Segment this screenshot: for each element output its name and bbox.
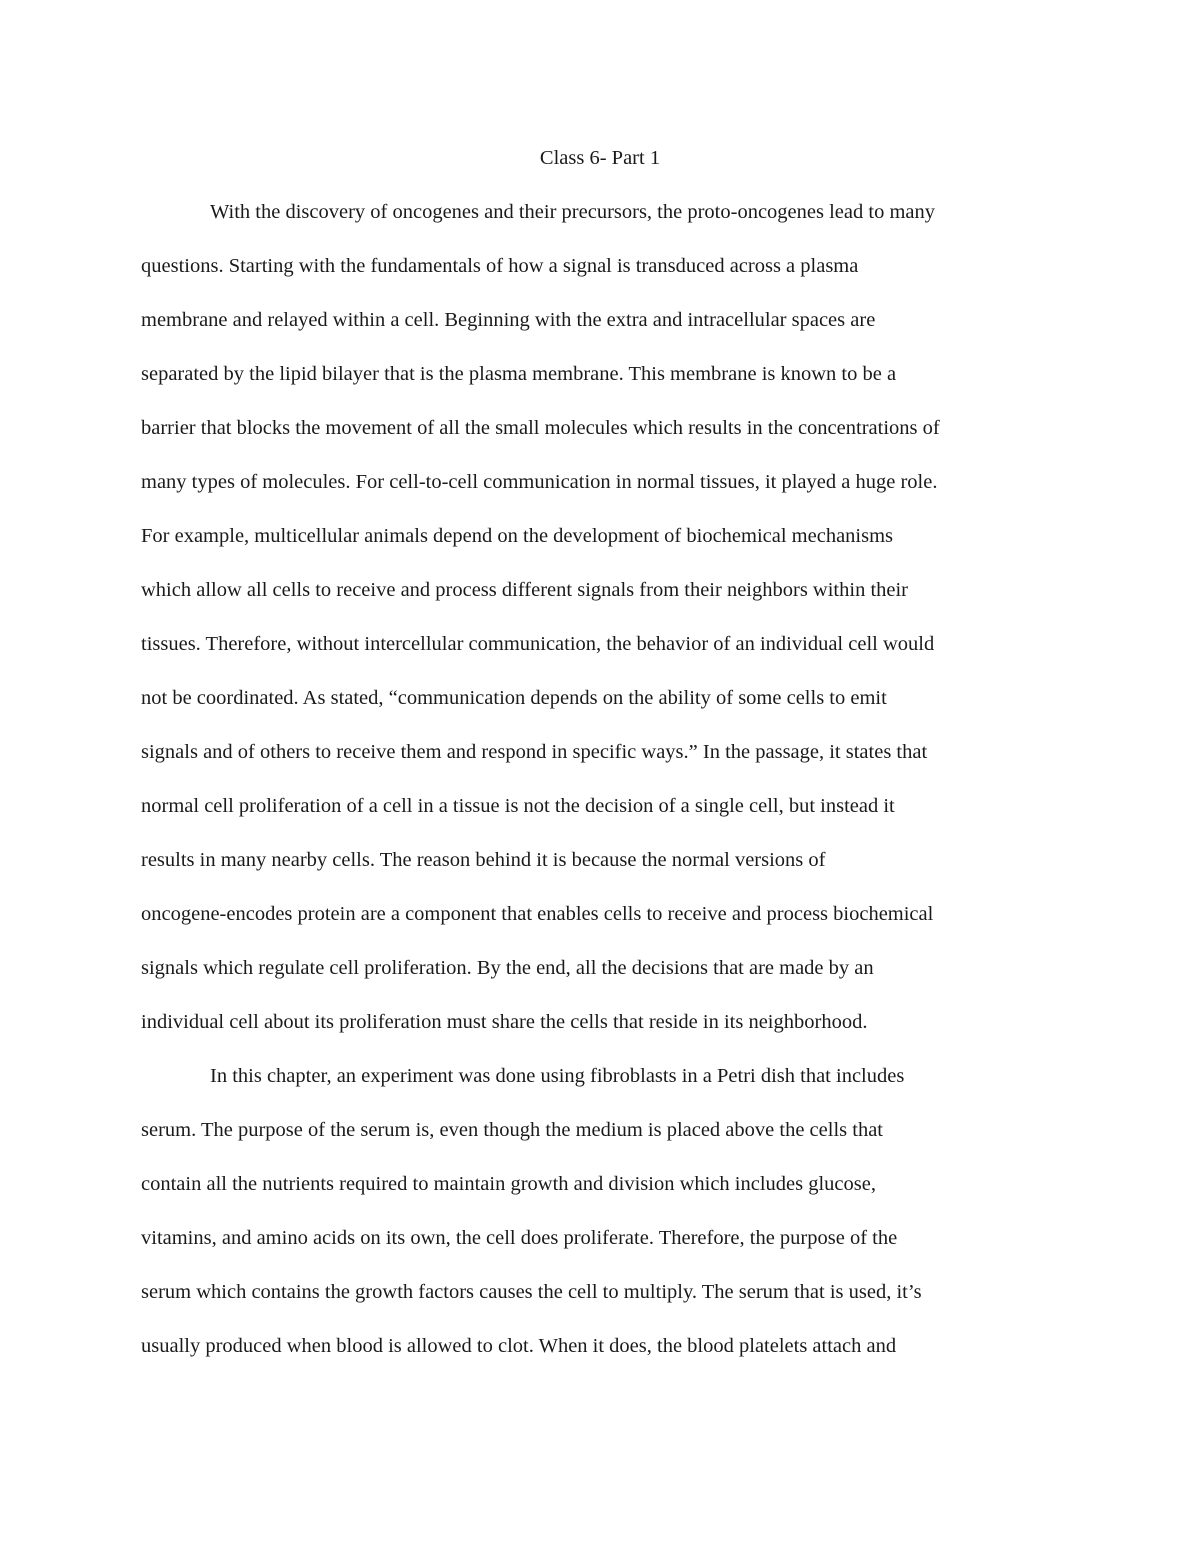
document-title: Class 6- Part 1	[539, 147, 661, 169]
paragraph-1-line: questions. Starting with the fundamentals of how a signal is transduced across a plasma	[141, 255, 859, 277]
paragraph-1-line: oncogene-encodes protein are a component that enables cells to receive and process biochemical	[141, 903, 934, 925]
paragraph-1-line: For example, multicellular animals depend on the development of biochemical mechanisms	[141, 525, 894, 547]
paragraph-1-line: tissues. Therefore, without intercellular communication, the behavior of an individual cell would	[141, 633, 935, 655]
paragraph-1-line: signals which regulate cell proliferation. By the end, all the decisions that are made by an	[141, 957, 874, 979]
paragraph-1-line: separated by the lipid bilayer that is the plasma membrane. This membrane is known to be a	[141, 363, 897, 385]
paragraph-1-line: With the discovery of oncogenes and their precursors, the proto-oncogenes lead to many	[210, 201, 935, 223]
paragraph-2-line: vitamins, and amino acids on its own, the cell does proliferate. Therefore, the purpose of the	[141, 1227, 898, 1249]
paragraph-1-line: many types of molecules. For cell-to-cell communication in normal tissues, it played a huge role.	[141, 471, 938, 493]
paragraph-2-line: In this chapter, an experiment was done using fibroblasts in a Petri dish that includes	[210, 1065, 905, 1087]
paragraph-2-line: serum. The purpose of the serum is, even though the medium is placed above the cells that	[141, 1119, 883, 1141]
paragraph-2-line: contain all the nutrients required to maintain growth and division which includes glucose,	[141, 1173, 876, 1195]
paragraph-1-line: membrane and relayed within a cell. Beginning with the extra and intracellular spaces are	[141, 309, 876, 331]
paragraph-1-line: normal cell proliferation of a cell in a tissue is not the decision of a single cell, but instead it	[141, 795, 895, 817]
paragraph-1-line: not be coordinated. As stated, “communication depends on the ability of some cells to emit	[141, 687, 887, 709]
paragraph-1-line: individual cell about its proliferation must share the cells that reside in its neighborhood.	[141, 1011, 868, 1033]
paragraph-2-line: usually produced when blood is allowed to clot. When it does, the blood platelets attach and	[141, 1335, 897, 1357]
paragraph-2-line: serum which contains the growth factors causes the cell to multiply. The serum that is used, it’s	[141, 1281, 922, 1303]
paragraph-1-line: signals and of others to receive them and respond in specific ways.” In the passage, it states that	[141, 741, 928, 763]
paragraph-1-line: which allow all cells to receive and process different signals from their neighbors within their	[141, 579, 909, 601]
paragraph-1-line: results in many nearby cells. The reason behind it is because the normal versions of	[141, 849, 826, 871]
paragraph-1-line: barrier that blocks the movement of all the small molecules which results in the concentrations of	[141, 417, 940, 439]
